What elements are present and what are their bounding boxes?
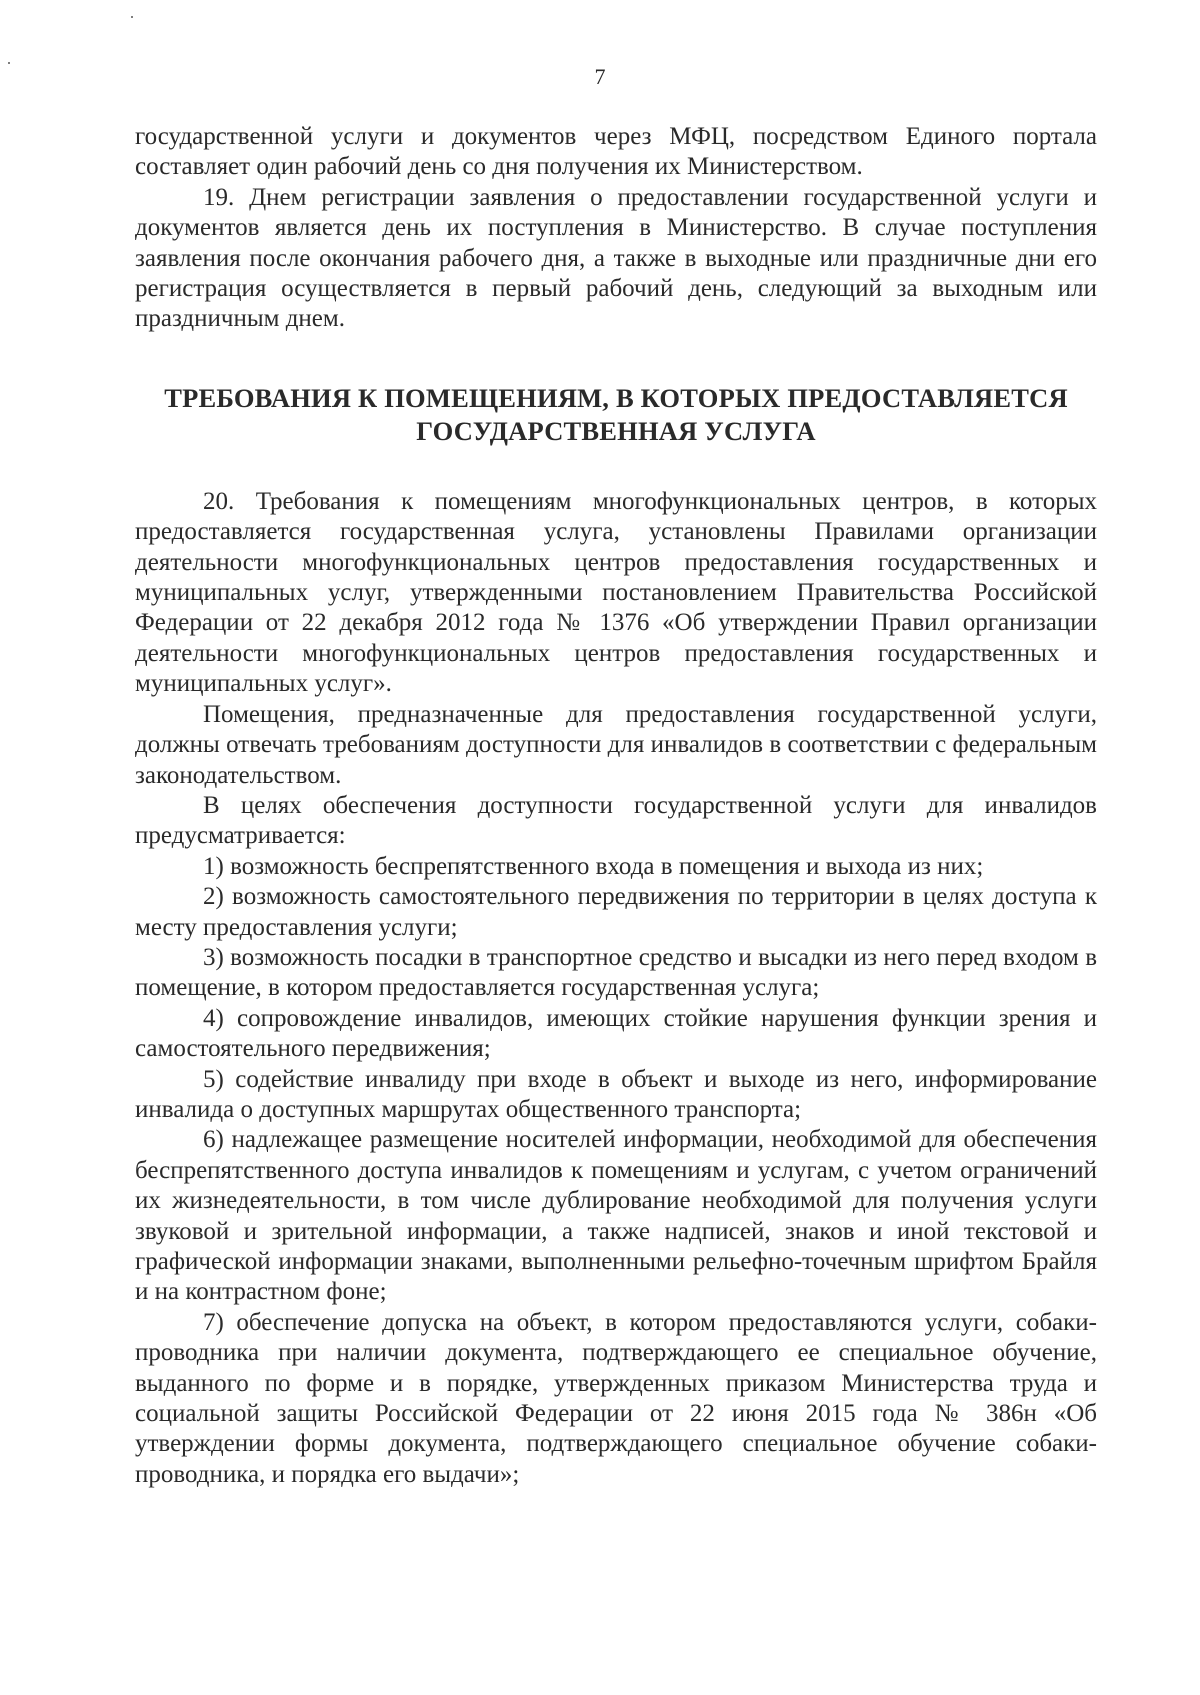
scan-speck-mark (131, 16, 133, 18)
list-item: 3) возможность посадки в транспортное средство и высадки из него перед входом в помещение, в котором предоставляется государственная услуга; (135, 943, 1097, 1002)
page-number: 7 (594, 64, 606, 89)
paragraph-19: 19. Днем регистрации заявления о предоставлении государственной услуги и документов является день их поступления в Министерство. В случае поступления заявления после окончания рабочего дня, а также в выходные или праздничные дни его регистрация осуществляется в первый рабочий день, следующий за выходным или праздничным днем. (135, 183, 1097, 333)
section-heading (135, 382, 1097, 448)
list-item: 4) сопровождение инвалидов, имеющих стойкие нарушения функции зрения и самостоятельного передвижения; (135, 1004, 1097, 1063)
premises-paragraph: Помещения, предназначенные для предоставления государственной услуги, должны отвечать требованиям доступности для инвалидов в соответствии с федеральным законодательством. (135, 700, 1097, 789)
section-heading-line-2: ГОСУДАРСТВЕННАЯ УСЛУГА (416, 415, 816, 446)
list-item: 7) обеспечение допуска на объект, в котором предоставляются услуги, собаки-проводника при наличии документа, подтверждающего ее специальное обучение, выданного по форме и в порядке, утвержденных приказом Министерства труда и социальной защиты Российской Федерации от 22 июня 2015 года № 386н «Об утверждении формы документа, подтверждающего специальное обучение собаки-проводника, и порядка его выдачи»; (135, 1308, 1097, 1488)
list-item: 6) надлежащее размещение носителей информации, необходимой для обеспечения беспрепятственного доступа инвалидов к помещениям и услугам, с учетом ограничений их жизнедеятельности, в том числе дублирование необходимой для получения услуги звуковой и зрительной информации, а также надписей, знаков и иной текстовой и графической информации знаками, выполненными рельефно-точечным шрифтом Брайля и на контрастном фоне; (135, 1126, 1097, 1306)
document-body (135, 122, 1097, 1490)
accessibility-intro: В целях обеспечения доступности государственной услуги для инвалидов предусматривается: (135, 791, 1097, 850)
section-heading-line-1: ТРЕБОВАНИЯ К ПОМЕЩЕНИЯМ, В КОТОРЫХ ПРЕДОСТАВЛЯЕТСЯ (164, 382, 1068, 413)
lead-paragraph: государственной услуги и документов через МФЦ, посредством Единого портала составляет один рабочий день со дня получения их Министерством. (135, 123, 1097, 181)
list-item: 1) возможность беспрепятственного входа в помещения и выхода из них; (203, 852, 984, 880)
paragraph-20: 20. Требования к помещениям многофункциональных центров, в которых предоставляется государственная услуга, установлены Правилами организации деятельности многофункциональных центров предоставления государственных и муниципальных услуг, утвержденными постановлением Правительства Российской Федерации от 22 декабря 2012 года № 1376 «Об утверждении Правил организации деятельности многофункциональных центров предоставления государственных и муниципальных услуг». (135, 487, 1097, 698)
list-item: 5) содействие инвалиду при входе в объект и выходе из него, информирование инвалида о доступных маршрутах общественного транспорта; (135, 1065, 1097, 1123)
list-item: 2) возможность самостоятельного передвижения по территории в целях доступа к месту предоставления услуги; (135, 883, 1097, 941)
